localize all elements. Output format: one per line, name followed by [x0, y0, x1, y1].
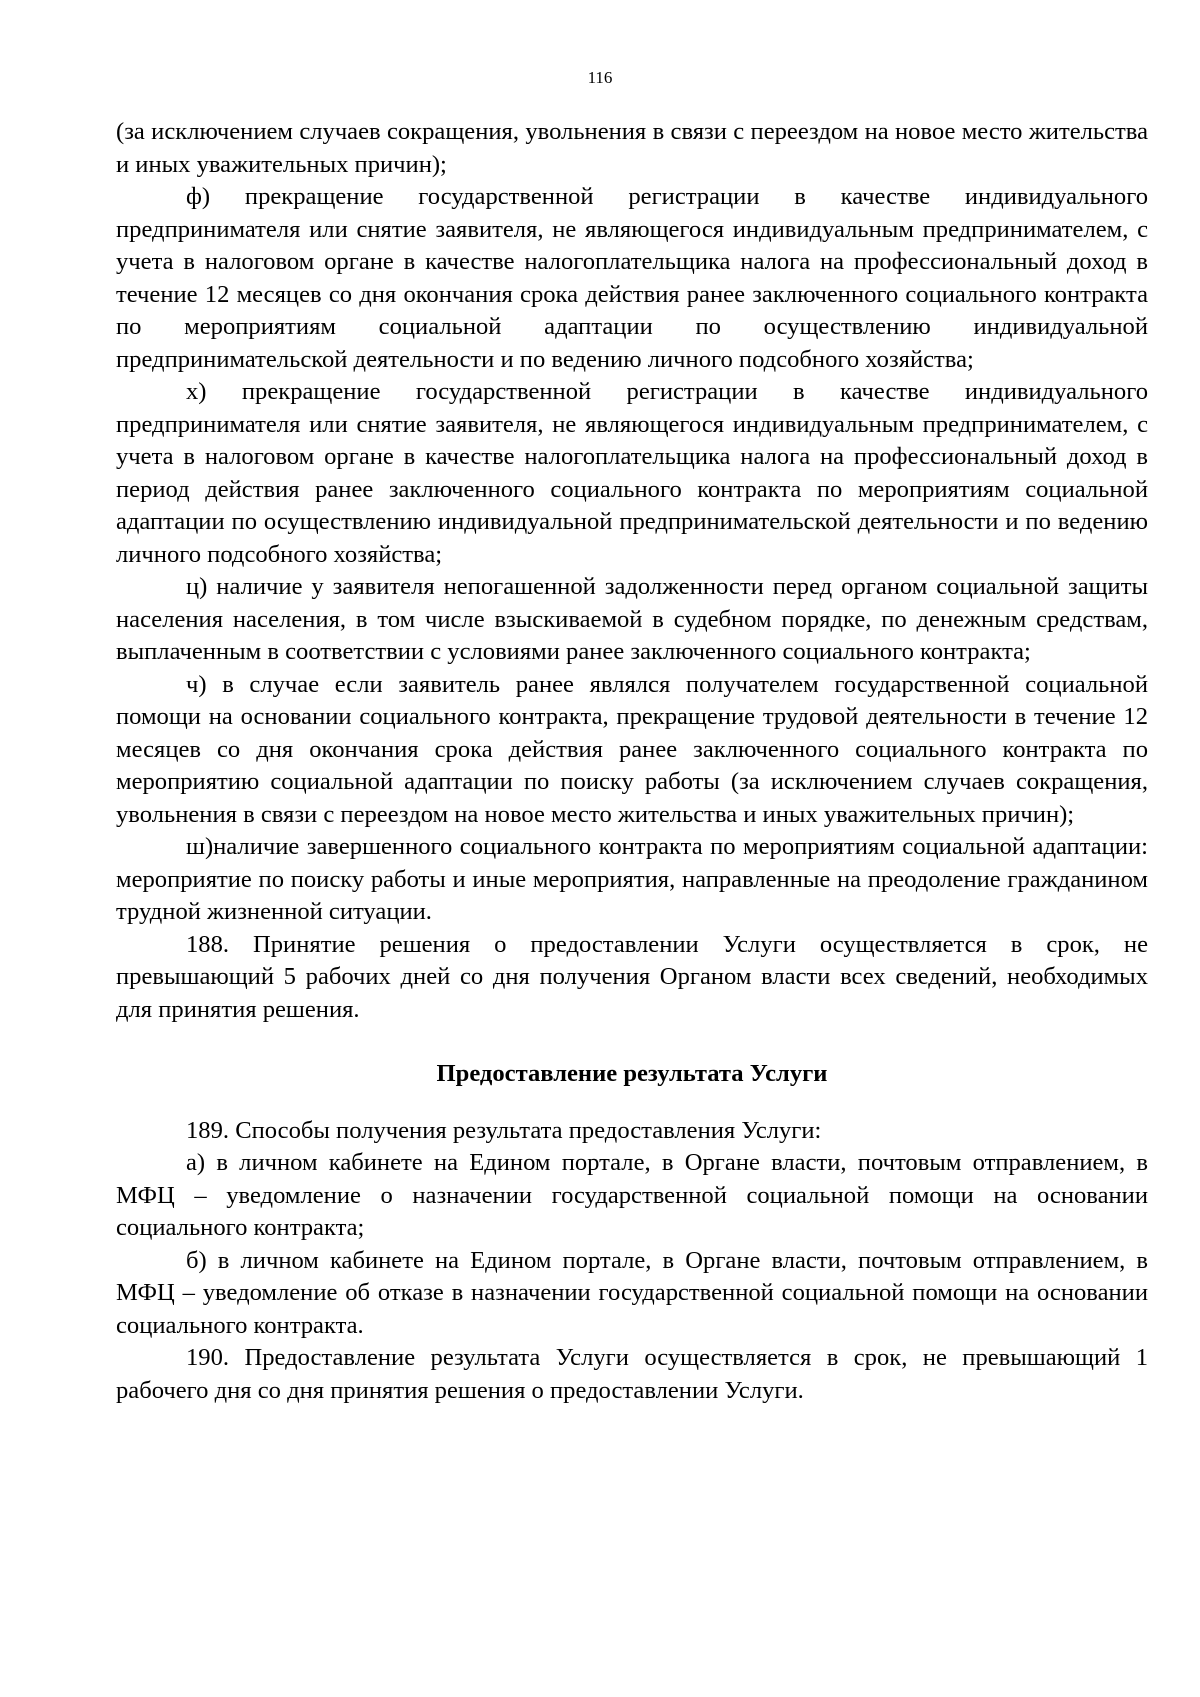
section-heading: Предоставление результата Услуги — [436, 1060, 828, 1087]
page-number: 116 — [587, 68, 613, 87]
paragraph-item-a: а) в личном кабинете на Едином портале, в Органе власти, почтовым отправлением, в МФЦ – уведомление о назначении государственной социальной помощи на основании социального контракта; — [116, 1149, 1148, 1241]
paragraph-item-b: б) в личном кабинете на Едином портале, в Органе власти, почтовым отправлением, в МФЦ – уведомление об отказе в назначении государственной социальной помощи на основании социального контракта. — [116, 1246, 1148, 1339]
paragraph-item-f: ф) прекращение государственной регистрации в качестве индивидуального предпринимателя или снятие заявителя, не являющегося индивидуальным предпринимателем, с учета в налоговом органе в качестве налогоплательщика налога на профессиональный доход в течение 12 месяцев со дня окончания срока действия ранее заключенного социального контракта по мероприятиям социальной адаптации по осуществлению индивидуальной предпринимательской деятельности и по ведению личного подсобного хозяйства; — [116, 183, 1148, 373]
document-body — [116, 116, 1148, 1407]
paragraph-188: 188. Принятие решения о предоставлении Услуги осуществляется в срок, не превышающий 5 рабочих дней со дня получения Органом власти всех сведений, необходимых для принятия решения. — [116, 930, 1148, 1023]
paragraph-continuation: (за исключением случаев сокращения, увольнения в связи с переездом на новое место жительства и иных уважительных причин); — [116, 118, 1148, 178]
paragraph-item-kh: х) прекращение государственной регистрации в качестве индивидуального предпринимателя или снятие заявителя, не являющегося индивидуальным предпринимателем, с учета в налоговом органе в качестве налогоплательщика налога на профессиональный доход в период действия ранее заключенного социального контракта по мероприятиям социальной адаптации по осуществлению индивидуальной предпринимательской деятельности и по ведению личного подсобного хозяйства; — [116, 378, 1148, 568]
paragraph-item-ch: ч) в случае если заявитель ранее являлся получателем государственной социальной помощи на основании социального контракта, прекращение трудовой деятельности в течение 12 месяцев со дня окончания срока действия ранее заключенного социального контракта по мероприятию социальной адаптации по поиску работы (за исключением случаев сокращения, увольнения в связи с переездом на новое место жительства и иных уважительных причин); — [116, 670, 1148, 828]
paragraph-190: 190. Предоставление результата Услуги осуществляется в срок, не превышающий 1 рабочего дня со дня принятия решения о предоставлении Услуги. — [116, 1344, 1148, 1404]
paragraph-item-sh: ш)наличие завершенного социального контракта по мероприятиям социальной адаптации: мероприятие по поиску работы и иные мероприятия, направленные на преодоление гражданином трудной жизненной ситуации. — [116, 833, 1148, 925]
paragraph-item-ts: ц) наличие у заявителя непогашенной задолженности перед органом социальной защиты населения населения, в том числе взыскиваемой в судебном порядке, по денежным средствам, выплаченным в соответствии с условиями ранее заключенного социального контракта; — [116, 573, 1148, 665]
paragraph-189: 189. Способы получения результата предоставления Услуги: — [186, 1116, 822, 1144]
